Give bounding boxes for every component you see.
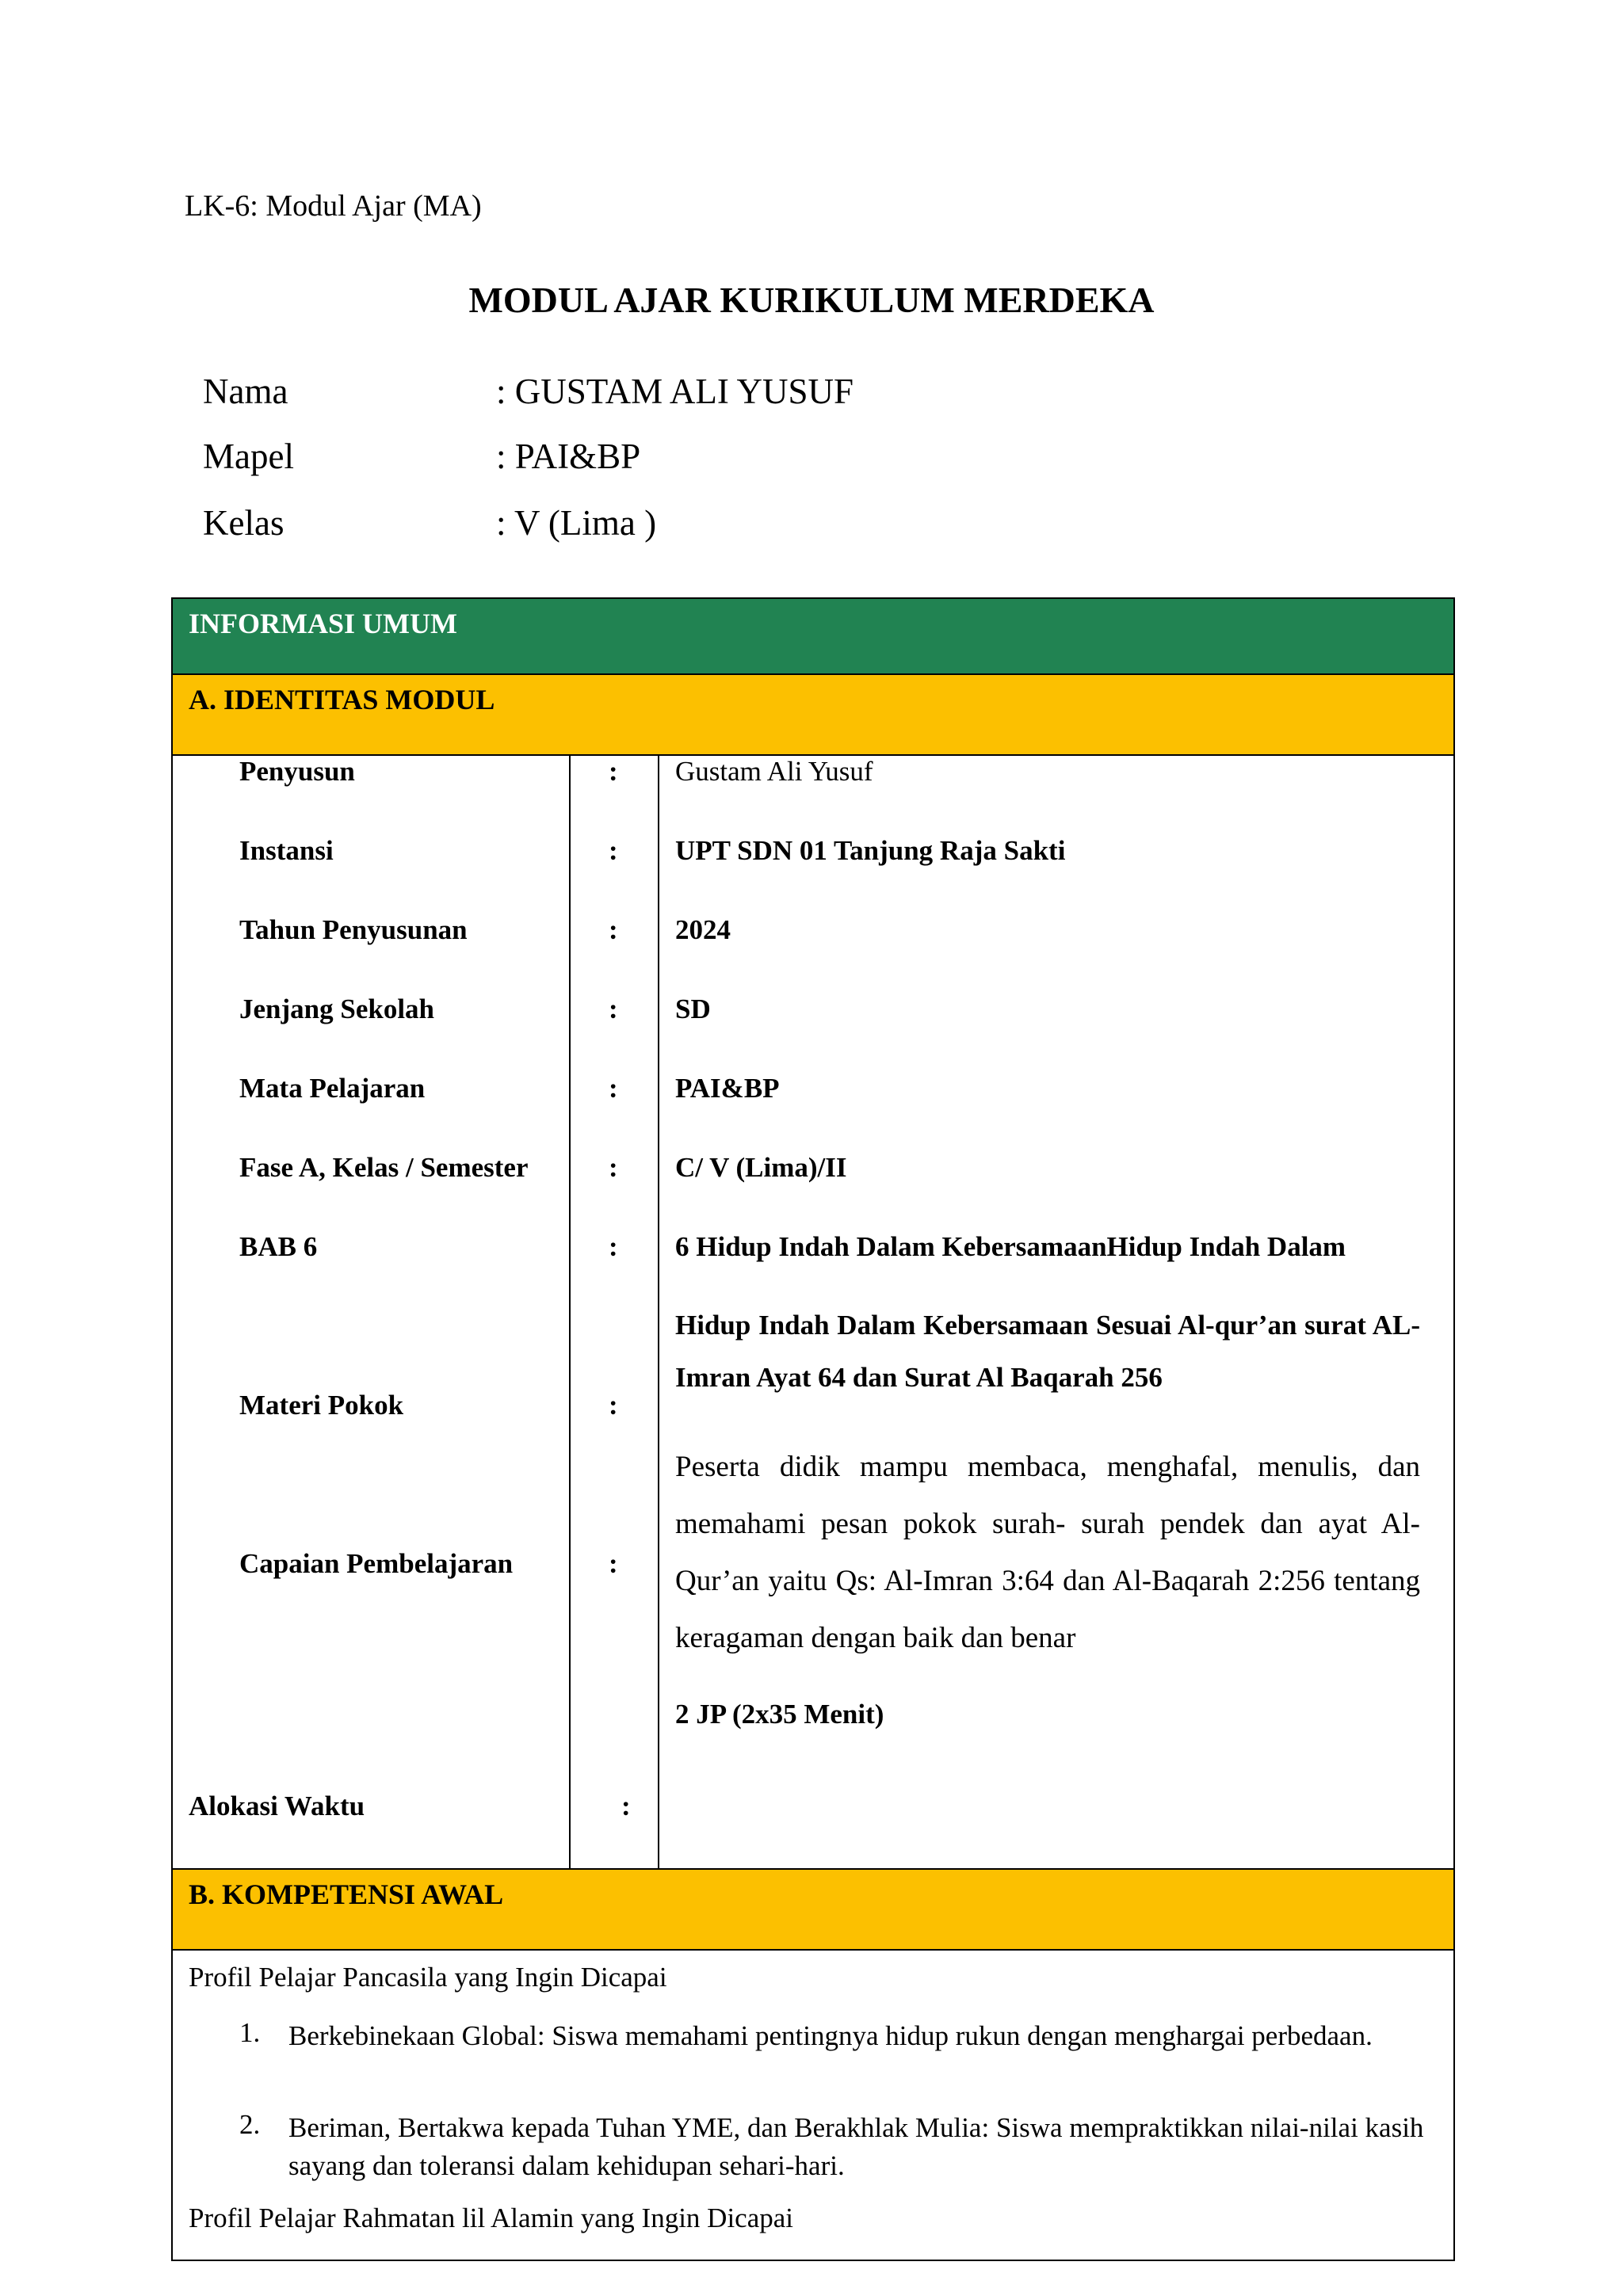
- section-heading: B. KOMPETENSI AWAL: [189, 1878, 504, 1910]
- row-colon: :: [609, 835, 618, 866]
- materi-pokok-value: Hidup Indah Dalam Kebersamaan Sesuai Al-qur’an surat AL-Imran Ayat 64 dan Surat Al Baqarah 256: [675, 1310, 1420, 1393]
- kompetensi-body: [173, 1951, 1453, 2260]
- info-value: : V (Lima ): [496, 503, 657, 543]
- section-heading: A. IDENTITAS MODUL: [189, 684, 495, 715]
- row-colon: :: [609, 1548, 618, 1579]
- info-value: : PAI&BP: [496, 437, 641, 476]
- row-label: Mata Pelajaran: [239, 1073, 426, 1104]
- row-colon: :: [609, 994, 618, 1024]
- column-divider: [658, 756, 659, 1868]
- page-title: MODUL AJAR KURIKULUM MERDEKA: [468, 280, 1155, 320]
- info-label: Nama: [203, 372, 288, 411]
- row-label: Jenjang Sekolah: [239, 994, 435, 1024]
- info-value: : GUSTAM ALI YUSUF: [496, 372, 854, 411]
- column-divider: [569, 756, 571, 1868]
- row-value: 2024: [675, 914, 731, 945]
- row-value: PAI&BP: [675, 1073, 780, 1104]
- info-label: Kelas: [203, 503, 285, 543]
- row-colon: :: [621, 1791, 631, 1821]
- profil-rahmatan-text: Profil Pelajar Rahmatan lil Alamin yang Ingin Dicapai: [189, 2203, 794, 2233]
- section-heading: INFORMASI UMUM: [189, 608, 457, 639]
- row-value: C/ V (Lima)/II: [675, 1152, 847, 1183]
- capaian-value: Peserta didik mampu membaca, menghafal, menulis, dan memahami pesan pokok surah- surah pendek dan ayat Al-Qur’an yaitu Qs: Al-Imran 3:64 dan Al-Baqarah 2:256 tentang keragaman dengan baik dan benar: [675, 1451, 1420, 1654]
- module-table: [171, 597, 1455, 2261]
- row-colon: :: [609, 756, 618, 787]
- materi-pokok-label: Materi Pokok: [239, 1390, 404, 1421]
- row-value: Gustam Ali Yusuf: [675, 756, 873, 787]
- jp-value: 2 JP (2x35 Menit): [675, 1699, 884, 1730]
- section-kompetensi-awal: [173, 1870, 1453, 1951]
- row-colon: :: [609, 914, 618, 945]
- row-label: Tahun Penyusunan: [239, 914, 468, 945]
- list-number: 2.: [239, 2109, 261, 2140]
- row-value: 6 Hidup Indah Dalam KebersamaanHidup Indah Dalam: [675, 1231, 1346, 1262]
- section-informasi-umum: [173, 599, 1453, 675]
- row-colon: :: [609, 1073, 618, 1104]
- row-label: Fase A, Kelas / Semester: [239, 1152, 529, 1183]
- row-value: SD: [675, 994, 711, 1024]
- list-item: Berkebinekaan Global: Siswa memahami pentingnya hidup rukun dengan menghargai perbedaan.: [288, 2020, 1373, 2051]
- row-value: UPT SDN 01 Tanjung Raja Sakti: [675, 835, 1066, 866]
- capaian-label: Capaian Pembelajaran: [239, 1548, 514, 1579]
- row-colon: :: [609, 1152, 618, 1183]
- row-colon: :: [609, 1390, 618, 1421]
- info-label: Mapel: [203, 437, 294, 476]
- row-label: Instansi: [239, 835, 334, 866]
- list-number: 1.: [239, 2017, 261, 2048]
- profil-pancasila-text: Profil Pelajar Pancasila yang Ingin Dicapai: [189, 1962, 667, 1993]
- row-label: BAB 6: [239, 1231, 318, 1262]
- alokasi-label: Alokasi Waktu: [189, 1791, 365, 1821]
- row-label: Penyusun: [239, 756, 355, 787]
- row-colon: :: [609, 1231, 618, 1262]
- identitas-body: [173, 756, 1453, 1870]
- section-identitas-modul: [173, 675, 1453, 756]
- list-item: Beriman, Bertakwa kepada Tuhan YME, dan Berakhlak Mulia: Siswa mempraktikkan nilai-nilai kasih sayang dan toleransi dalam kehidupan sehari-hari.: [288, 2112, 1424, 2181]
- lk-label: LK-6: Modul Ajar (MA): [185, 189, 482, 223]
